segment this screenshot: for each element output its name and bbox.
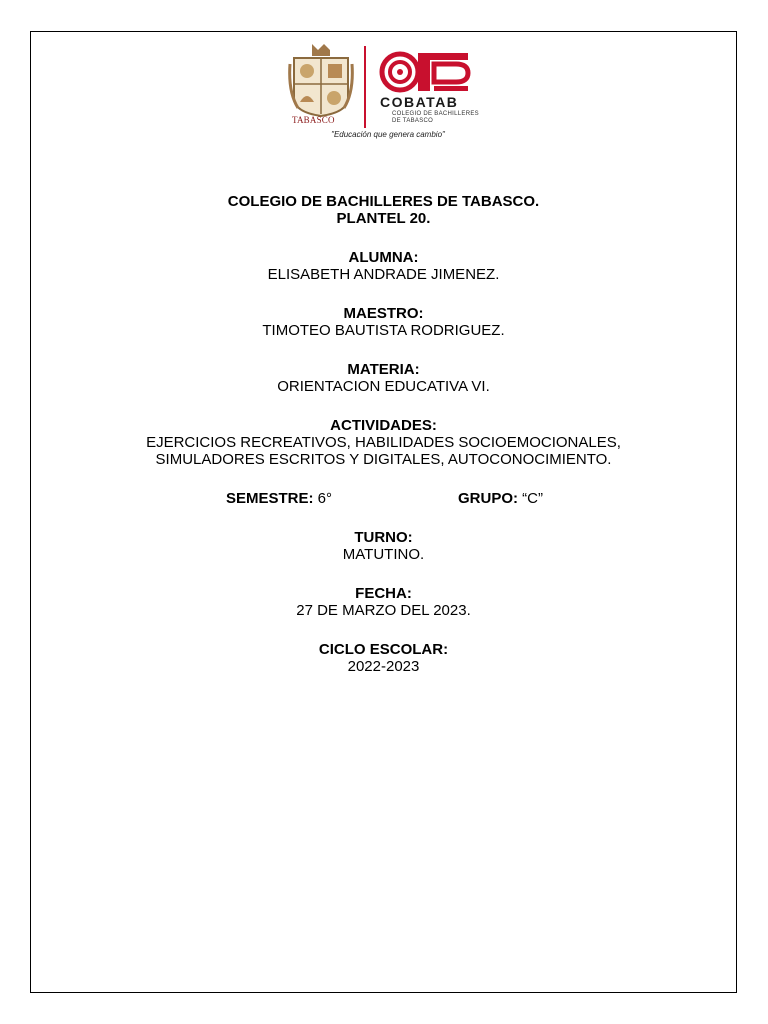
cobatab-subtitle-line1: COLEGIO DE BACHILLERES (392, 111, 479, 117)
semester-group-row (30, 490, 737, 507)
group-label: GRUPO: (458, 490, 518, 507)
shift-label: TURNO: (354, 529, 413, 546)
cover-content (30, 193, 737, 675)
group-value: “C” (518, 490, 543, 507)
subject-label: MATERIA: (347, 361, 420, 378)
date-label: FECHA: (355, 585, 412, 602)
cobatab-logo-icon (378, 50, 474, 94)
semester-value: 6° (313, 490, 333, 507)
teacher-label: MAESTRO: (343, 305, 424, 322)
activities-line-1: EJERCICIOS RECREATIVOS, HABILIDADES SOCIOEMOCIONALES, (146, 434, 621, 451)
subject-value: ORIENTACION EDUCATIVA VI. (277, 378, 490, 395)
activities-line-2: SIMULADORES ESCRITOS Y DIGITALES, AUTOCONOCIMIENTO. (155, 451, 612, 468)
school-cycle-label: CICLO ESCOLAR: (318, 641, 449, 658)
student-label: ALUMNA: (348, 249, 419, 266)
group-field (458, 490, 543, 507)
semester-field (226, 490, 332, 507)
activities-label: ACTIVIDADES: (330, 417, 437, 434)
cobatab-subtitle (392, 111, 479, 125)
cobatab-subtitle-line2: DE TABASCO (392, 118, 434, 124)
school-cycle-value: 2022-2023 (347, 658, 420, 675)
school-name: COLEGIO DE BACHILLERES DE TABASCO. (227, 193, 540, 210)
teacher-value: TIMOTEO BAUTISTA RODRIGUEZ. (262, 322, 505, 339)
tabasco-wordmark: TABASCO (292, 115, 335, 125)
semester-label: SEMESTRE: (226, 490, 314, 507)
date-value: 27 DE MARZO DEL 2023. (296, 602, 471, 619)
cobatab-wordmark: COBATAB (380, 94, 459, 110)
student-value: ELISABETH ANDRADE JIMENEZ. (267, 266, 500, 283)
slogan: "Educación que genera cambio" (331, 130, 445, 139)
logo-divider (364, 46, 366, 128)
campus-name: PLANTEL 20. (336, 210, 431, 227)
header-logos (288, 42, 488, 142)
shift-value: MATUTINO. (342, 546, 425, 563)
